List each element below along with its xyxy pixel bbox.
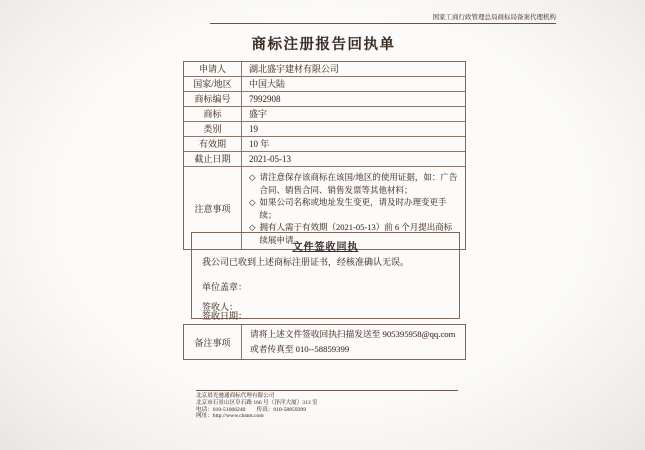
note-item	[249, 171, 458, 196]
row-value-expiry-date: 2021-05-13	[249, 154, 291, 164]
row-label-country: 国家/地区	[184, 77, 242, 91]
remarks-section	[183, 324, 466, 360]
note-item	[249, 196, 458, 221]
agency-registration-note: 国家工商行政管理总局商标局备案代理机构	[210, 13, 556, 24]
row-value-applicant: 湖北盛宇建材有限公司	[249, 64, 340, 74]
remarks-line-email: 请将上述文件签收回执扫描发送至 905395958@qq.com	[250, 329, 456, 339]
diamond-bullet-icon: ◇	[249, 222, 256, 232]
signer-label: 签收人：	[202, 302, 239, 312]
footer-phone-fax: 电话：010-51666240 传真：010-58859399	[196, 406, 307, 413]
row-label-trademark-number: 商标编号	[184, 92, 242, 106]
table-row	[184, 92, 465, 107]
row-label-validity: 有效期	[184, 137, 242, 151]
table-row	[184, 107, 465, 122]
document-receipt-section	[191, 232, 460, 319]
footer-company-name: 北京晨光驰通商标代理有限公司	[196, 393, 275, 399]
row-label-class: 类别	[184, 122, 242, 136]
company-seal-label: 单位盖章：	[202, 282, 248, 292]
receipt-section-title: 文件签收回执	[292, 242, 359, 253]
diamond-bullet-icon: ◇	[249, 197, 256, 207]
row-label-applicant: 申请人	[184, 62, 242, 76]
row-value-validity: 10 年	[249, 139, 270, 149]
row-value-trademark-number: 7992908	[249, 94, 281, 104]
remarks-body	[242, 325, 465, 359]
footer-address: 北京市石景山区阜石路 166 号（泽洋大厦）313 室	[196, 399, 318, 406]
note-text: 如果公司名称或地址发生变更，请及时办理变更手续；	[259, 197, 447, 220]
row-value-class: 19	[249, 124, 258, 134]
notes-label: 注意事项	[184, 167, 242, 249]
row-label-trademark: 商标	[184, 107, 242, 121]
diamond-bullet-icon: ◇	[249, 172, 256, 182]
receipt-confirmation-text: 我公司已收到上述商标注册证书，经核准确认无误。	[202, 257, 410, 267]
table-row	[184, 77, 465, 92]
remarks-line-fax: 或者传真至 010--58859399	[250, 344, 350, 354]
table-row	[184, 137, 465, 152]
trademark-info-table	[183, 61, 466, 250]
table-row	[184, 122, 465, 137]
table-row	[184, 152, 465, 167]
note-text: 请注意保存该商标在该国/地区的使用证据，如：广告合同、销售合同、销售发票等其他材料；	[259, 172, 458, 195]
table-row	[184, 62, 465, 77]
row-value-country: 中国大陆	[249, 79, 286, 89]
remarks-label: 备注事项	[184, 325, 242, 359]
note-text: 拥有人需于有效期（2021-05-13）前 6 个月提出商标续展申请。	[259, 222, 453, 245]
row-value-trademark: 盛宇	[249, 109, 268, 119]
agency-footer	[196, 390, 458, 420]
footer-website: 网址：http://www.chstm.com	[196, 413, 264, 420]
document-title: 商标注册报告回执单	[251, 37, 396, 53]
row-label-expiry-date: 截止日期	[184, 152, 242, 166]
sign-date-label: 签收日期：	[202, 311, 248, 321]
